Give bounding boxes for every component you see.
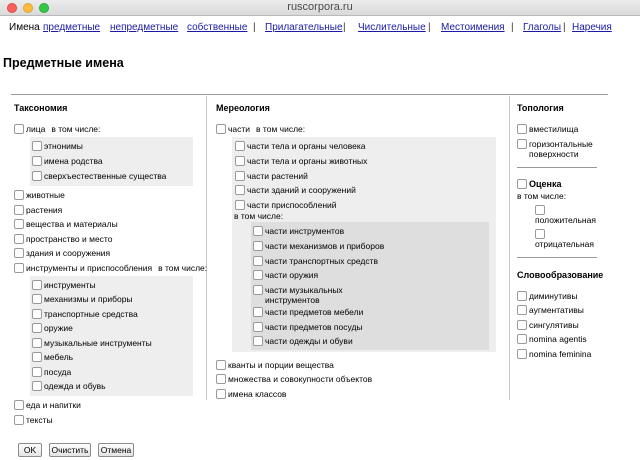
checkbox-row-buildings[interactable]: здания и сооружения: [14, 248, 110, 258]
checkbox[interactable]: [32, 367, 42, 377]
checkbox[interactable]: [535, 229, 545, 239]
checkbox-row-ethnonyms[interactable]: этнонимы: [32, 141, 83, 151]
checkbox-row-diminutives[interactable]: диминутивы: [517, 291, 578, 301]
nav-link-subject[interactable]: предметные: [43, 22, 101, 33]
checkbox[interactable]: [235, 171, 245, 181]
checkbox[interactable]: [517, 124, 527, 134]
checkbox-row-nomina-feminina[interactable]: nomina feminina: [517, 349, 591, 359]
mereology-title: Мереология: [216, 103, 270, 113]
checkbox[interactable]: [253, 256, 263, 266]
checkbox[interactable]: [216, 374, 226, 384]
checkbox[interactable]: [32, 381, 42, 391]
checkbox[interactable]: [216, 389, 226, 399]
checkbox-row-supernatural[interactable]: сверхъестественные существа: [32, 171, 166, 181]
checkbox-row-space[interactable]: пространство и место: [14, 234, 112, 244]
device-parts-incl-label: в том числе:: [234, 211, 284, 221]
nav-link-nonsubject[interactable]: непредметные: [110, 22, 179, 33]
checkbox[interactable]: [253, 336, 263, 346]
checkbox-row-evaluation[interactable]: Оценка: [517, 179, 561, 189]
checkbox[interactable]: [32, 309, 42, 319]
checkbox-row-vehicle-parts[interactable]: части транспортных средств: [253, 256, 378, 266]
checkbox[interactable]: [517, 305, 527, 315]
checkbox-row-dish-parts[interactable]: части предметов посуды: [253, 322, 363, 332]
checkbox[interactable]: [235, 156, 245, 166]
checkbox[interactable]: [235, 141, 245, 151]
checkbox[interactable]: [14, 263, 24, 273]
checkbox-row-tools[interactable]: инструменты: [32, 280, 96, 290]
checkbox[interactable]: [14, 124, 24, 134]
checkbox[interactable]: [14, 190, 24, 200]
column-divider: [206, 96, 207, 400]
checkbox[interactable]: [216, 360, 226, 370]
checkbox-row-human-body-parts[interactable]: части тела и органы человека: [235, 141, 366, 151]
nav-separator: |: [563, 22, 566, 33]
checkbox-row-plants[interactable]: растения: [14, 205, 62, 215]
checkbox-row-clothing[interactable]: одежда и обувь: [32, 381, 106, 391]
checkbox[interactable]: [517, 320, 527, 330]
checkbox-row-furniture[interactable]: мебель: [32, 352, 73, 362]
checkbox-row-animal-body-parts[interactable]: части тела и органы животных: [235, 156, 367, 166]
checkbox[interactable]: [32, 352, 42, 362]
checkbox-row-weapon-parts[interactable]: части оружия: [253, 270, 318, 280]
checkbox-row-vehicles[interactable]: транспортные средства: [32, 309, 138, 319]
checkbox-row-dishes[interactable]: посуда: [32, 367, 71, 377]
nav-link-numerals[interactable]: Числительные: [358, 22, 426, 33]
checkbox[interactable]: [32, 338, 42, 348]
nav-separator: |: [343, 22, 346, 33]
taxonomy-title: Таксономия: [14, 103, 68, 113]
checkbox-row-negative[interactable]: отрицательная: [535, 229, 594, 249]
checkbox-row-singulatives[interactable]: сингулятивы: [517, 320, 579, 330]
checkbox[interactable]: [14, 219, 24, 229]
checkbox-row-containers[interactable]: вместилища: [517, 124, 578, 134]
checkbox-row-persons[interactable]: лица в том числе:: [14, 124, 100, 134]
checkbox-row-mechanisms[interactable]: механизмы и приборы: [32, 294, 133, 304]
checkbox[interactable]: [253, 226, 263, 236]
page-title: Предметные имена: [3, 56, 124, 70]
checkbox-row-sets[interactable]: множества и совокупности объектов: [216, 374, 372, 384]
checkbox-row-food[interactable]: еда и напитки: [14, 400, 81, 410]
checkbox-row-musical-instrument-parts[interactable]: части музыкальных инструментов: [253, 285, 355, 305]
clear-button[interactable]: Очистить: [49, 443, 91, 457]
checkbox-row-horizontal-surfaces[interactable]: горизонтальные поверхности: [517, 139, 609, 159]
checkbox-row-tool-parts[interactable]: части инструментов: [253, 226, 344, 236]
nav-current-names: Имена: [9, 22, 40, 33]
checkbox[interactable]: [253, 307, 263, 317]
checkbox[interactable]: [517, 349, 527, 359]
checkbox[interactable]: [253, 270, 263, 280]
checkbox-row-augmentatives[interactable]: аугментативы: [517, 305, 584, 315]
checkbox-row-kinship[interactable]: имена родства: [32, 156, 103, 166]
checkbox-row-animals[interactable]: животные: [14, 190, 65, 200]
checkbox-row-positive[interactable]: положительная: [535, 205, 596, 225]
column-divider: [509, 96, 510, 400]
checkbox-row-instruments-devices[interactable]: инструменты и приспособления в том числе:: [14, 263, 207, 273]
nav-link-adverbs[interactable]: Наречия: [572, 22, 612, 33]
checkbox[interactable]: [14, 234, 24, 244]
checkbox[interactable]: [235, 200, 245, 210]
checkbox-row-plant-parts[interactable]: части растений: [235, 171, 308, 181]
checkbox-row-musical-instruments[interactable]: музыкальные инструменты: [32, 338, 152, 348]
nav-link-proper[interactable]: собственные: [187, 22, 248, 33]
checkbox[interactable]: [235, 185, 245, 195]
checkbox[interactable]: [14, 248, 24, 258]
checkbox-row-class-names[interactable]: имена классов: [216, 389, 286, 399]
checkbox[interactable]: [14, 205, 24, 215]
header-divider: [11, 94, 608, 95]
topology-title: Топология: [517, 103, 564, 113]
checkbox-row-building-parts[interactable]: части зданий и сооружений: [235, 185, 356, 195]
nav-link-verbs[interactable]: Глаголы: [523, 22, 562, 33]
checkbox[interactable]: [32, 294, 42, 304]
window-title: ruscorpora.ru: [287, 1, 353, 13]
checkbox-row-furniture-parts[interactable]: части предметов мебели: [253, 307, 363, 317]
nav-separator: |: [253, 22, 256, 33]
category-nav: [9, 22, 634, 36]
checkbox[interactable]: [32, 171, 42, 181]
checkbox-row-device-parts[interactable]: части приспособлений: [235, 200, 337, 210]
nav-separator: |: [511, 22, 514, 33]
checkbox[interactable]: [32, 141, 42, 151]
nav-separator: |: [428, 22, 431, 33]
checkbox-row-weapons[interactable]: оружие: [32, 323, 73, 333]
nav-link-adjectives[interactable]: Прилагательные: [265, 22, 343, 33]
checkbox[interactable]: [517, 139, 527, 149]
checkbox[interactable]: [32, 156, 42, 166]
ok-button[interactable]: OK: [18, 443, 42, 457]
checkbox-row-texts[interactable]: тексты: [14, 415, 53, 425]
window-titlebar: [0, 0, 640, 16]
checkbox[interactable]: [32, 280, 42, 290]
checkbox[interactable]: [517, 291, 527, 301]
evaluation-incl-label: в том числе:: [517, 191, 567, 201]
section-divider: [517, 167, 597, 168]
checkbox[interactable]: [14, 415, 24, 425]
checkbox-row-clothing-parts[interactable]: части одежды и обуви: [253, 336, 353, 346]
checkbox[interactable]: [253, 322, 263, 332]
checkbox[interactable]: [14, 400, 24, 410]
checkbox-row-mechanism-parts[interactable]: части механизмов и приборов: [253, 241, 384, 251]
checkbox-row-substances[interactable]: вещества и материалы: [14, 219, 118, 229]
checkbox-row-quanta[interactable]: кванты и порции вещества: [216, 360, 334, 370]
checkbox[interactable]: [253, 241, 263, 251]
checkbox-row-parts[interactable]: части в том числе:: [216, 124, 305, 134]
checkbox[interactable]: [216, 124, 226, 134]
wordformation-title: Словообразование: [517, 270, 604, 280]
checkbox-row-nomina-agentis[interactable]: nomina agentis: [517, 334, 587, 344]
checkbox[interactable]: [253, 285, 263, 295]
cancel-button[interactable]: Отмена: [98, 443, 134, 457]
nav-link-pronouns[interactable]: Местоимения: [441, 22, 505, 33]
checkbox[interactable]: [517, 179, 527, 189]
section-divider: [517, 257, 597, 258]
checkbox[interactable]: [535, 205, 545, 215]
checkbox[interactable]: [32, 323, 42, 333]
checkbox[interactable]: [517, 334, 527, 344]
